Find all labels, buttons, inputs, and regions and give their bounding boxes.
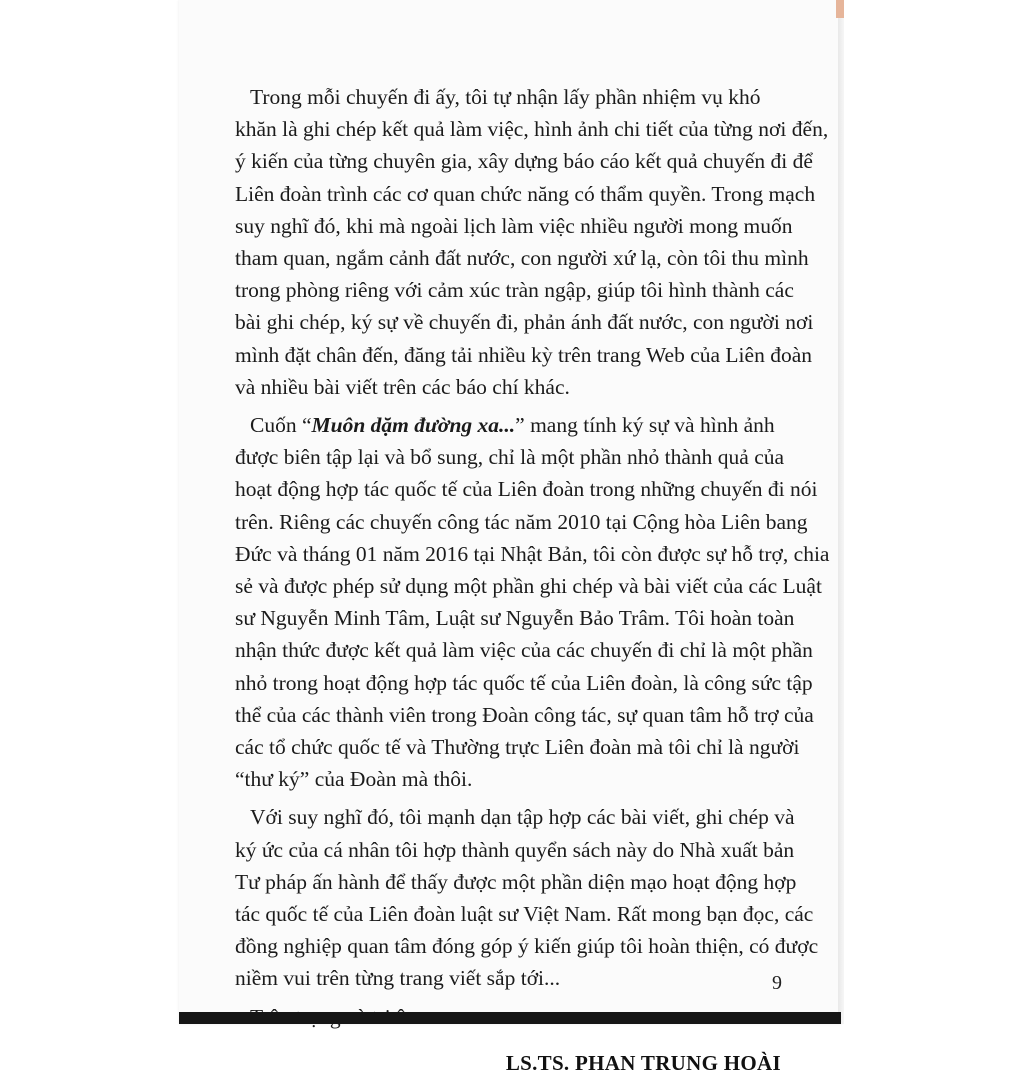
text-line: mình đặt chân đến, đăng tải nhiều kỳ trên trang Web của Liên đoàn [235, 342, 812, 367]
text-line: niềm vui trên từng trang viết sắp tới... [235, 966, 561, 991]
text-line: và nhiều bài viết trên các báo chí khác. [235, 374, 570, 399]
book-title: Muôn dặm đường xa... [311, 413, 516, 437]
text-line: tác quốc tế của Liên đoàn luật sư Việt Nam. Rất mong bạn đọc, các [235, 902, 814, 926]
text-line: thể của các thành viên trong Đoàn công tác, sự quan tâm hỗ trợ của [235, 702, 814, 727]
text-line: trên. Riêng các chuyến công tác năm 2010 tại Cộng hòa Liên bang [235, 509, 808, 534]
text-line: nhỏ trong hoạt động hợp tác quốc tế của Liên đoàn, là công sức tập [235, 670, 813, 695]
text-line: hoạt động hợp tác quốc tế của Liên đoàn trong những chuyến đi nói [235, 477, 818, 502]
text-line: Với suy nghĩ đó, tôi mạnh dạn tập hợp các bài viết, ghi chép và [250, 805, 795, 830]
text-line: sẻ và được phép sử dụng một phần ghi chép và bài viết của các Luật [235, 574, 822, 598]
text-line: trong phòng riêng với cảm xúc tràn ngập, giúp tôi hình thành các [235, 278, 794, 303]
text-line: ký ức của cá nhân tôi hợp thành quyển sách này do Nhà xuất bản [235, 837, 795, 862]
text-line: ý kiến của từng chuyên gia, xây dựng báo cáo kết quả chuyến đi để [235, 149, 813, 174]
text-line: đồng nghiệp quan tâm đóng góp ý kiến giúp tôi hoàn thiện, có được [235, 934, 819, 959]
text-line: khăn là ghi chép kết quả làm việc, hình ảnh chi tiết của từng nơi đến, [235, 117, 829, 142]
page-edge-shadow [838, 0, 844, 1024]
text-line: các tổ chức quốc tế và Thường trực Liên đoàn mà tôi chỉ là người [235, 735, 800, 759]
author-signature: LS.TS. PHAN TRUNG HOÀI [505, 1050, 781, 1075]
page-number: 9 [772, 972, 782, 994]
page-edge-tint [836, 0, 844, 18]
text-line: Đức và tháng 01 năm 2016 tại Nhật Bản, tôi còn được sự hỗ trợ, chia [235, 541, 830, 566]
text-line: nhận thức được kết quả làm việc của các chuyến đi chỉ là một phần [235, 638, 813, 663]
text-run: Cuốn “ [250, 413, 312, 437]
text-line: suy nghĩ đó, khi mà ngoài lịch làm việc nhiều người mong muốn [235, 213, 793, 238]
text-line: Trong mỗi chuyến đi ấy, tôi tự nhận lấy phần nhiệm vụ khó [250, 85, 761, 109]
text-line: “thư ký” của Đoàn mà thôi. [235, 767, 473, 792]
text-line: tham quan, ngắm cảnh đất nước, con người xứ lạ, còn tôi thu mình [235, 246, 809, 270]
text-line: Liên đoàn trình các cơ quan chức năng có thẩm quyền. Trong mạch [235, 181, 816, 206]
text-line: bài ghi chép, ký sự về chuyến đi, phản ánh đất nước, con người nơi [235, 310, 814, 335]
text-line [250, 410, 775, 440]
text-line: được biên tập lại và bổ sung, chỉ là một phần nhỏ thành quả của [235, 445, 785, 470]
page-bottom-shadow [179, 1012, 841, 1024]
text-line: sư Nguyễn Minh Tâm, Luật sư Nguyễn Bảo Trâm. Tôi hoàn toàn [235, 606, 795, 631]
text-line: Tư pháp ấn hành để thấy được một phần diện mạo hoạt động hợp [235, 869, 797, 894]
text-run: ” mang tính ký sự và hình ảnh [515, 413, 775, 437]
